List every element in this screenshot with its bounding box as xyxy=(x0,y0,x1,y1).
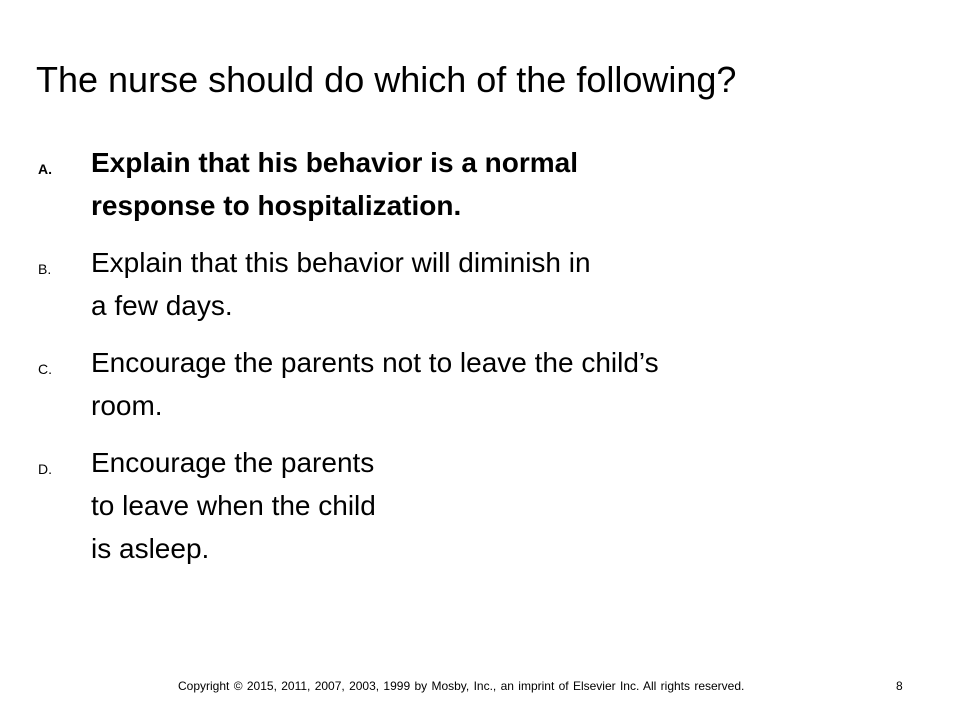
option-text: Encourage the parents not to leave the child’s room. xyxy=(91,347,659,421)
answer-option-d[interactable] xyxy=(38,441,698,570)
answer-option-a[interactable] xyxy=(38,141,698,227)
option-text: Explain that this behavior will diminish in a few days. xyxy=(91,247,591,321)
option-letter: B. xyxy=(38,261,52,277)
page-number: 8 xyxy=(896,679,903,693)
option-letter: C. xyxy=(38,361,52,377)
option-text: Encourage the parents to leave when the child is asleep. xyxy=(91,447,376,564)
option-letter: A. xyxy=(38,161,52,177)
answer-option-c[interactable] xyxy=(38,341,698,427)
option-text: Explain that his behavior is a normal response to hospitalization. xyxy=(91,147,579,221)
slide-title: The nurse should do which of the following? xyxy=(36,59,737,100)
answer-options-list xyxy=(38,141,698,584)
copyright-notice: Copyright © 2015, 2011, 2007, 2003, 1999 by Mosby, Inc., an imprint of Elsevier Inc. All rights reserved. xyxy=(178,679,745,693)
option-letter: D. xyxy=(38,461,52,477)
slide-footer xyxy=(0,678,960,698)
answer-option-b[interactable] xyxy=(38,241,698,327)
